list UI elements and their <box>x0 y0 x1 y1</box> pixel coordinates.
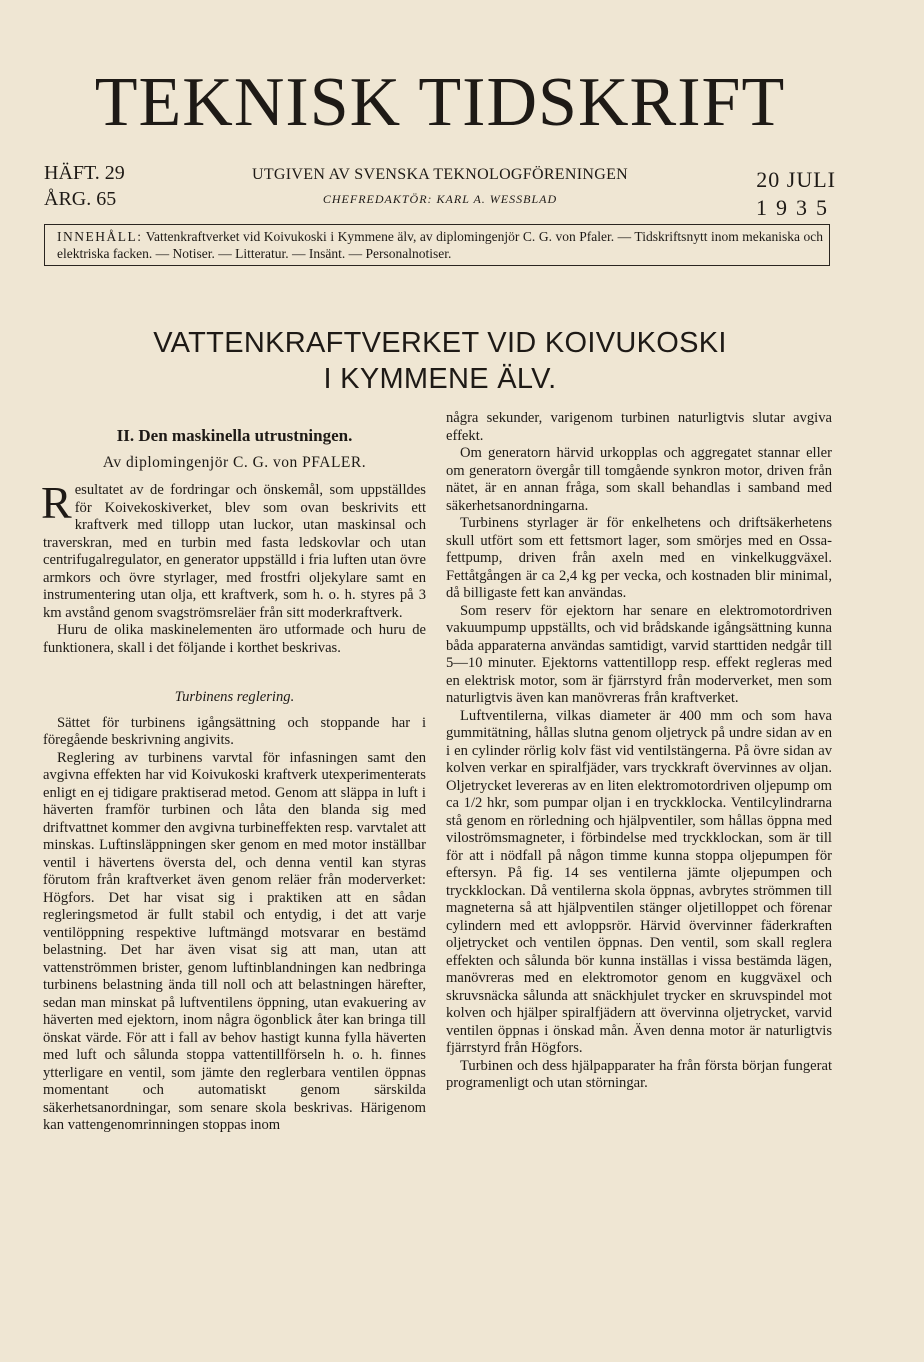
editor-line: CHEFREDAKTÖR: KARL A. WESSBLAD <box>322 192 558 206</box>
left-column <box>43 420 426 1135</box>
contents-text: Vattenkraftverket vid Koivukoski i Kymmene älv, av diplomingenjör C. G. von Pfaler. — Tidskriftsnytt inom mekaniska och elektriska facken. — Notiser. — Litteratur. — Insänt. — Personalnotiser. <box>57 229 823 261</box>
section-heading: Turbinens reglering. <box>174 689 295 705</box>
issue-day-month: 20 JULI <box>756 167 836 192</box>
issue-number: HÄFT. 29 <box>44 162 125 184</box>
contents-box <box>44 224 830 266</box>
article-title-line2: I KYMMENE ÄLV. <box>323 363 557 395</box>
masthead-title: TEKNISK TIDSKRIFT <box>94 64 786 141</box>
volume-number: ÅRG. 65 <box>44 188 117 210</box>
paragraph: Om generatorn härvid urkopplas och aggregatet stannar eller om generatorn övergår till tomgående synkron motor, driven från nätet, är en annan fråga, som skall behandlas i samband med säkerhetsanordningarna. <box>446 445 832 514</box>
right-column <box>446 410 832 1093</box>
issue-date <box>756 166 836 222</box>
article-author: Av diplomingenjör C. G. von PFALER. <box>102 454 367 471</box>
paragraph: Som reserv för ejektorn har senare en elektromotordriven vakuumpump uppställts, och vid brådskande igångsättning kunna båda apparaterna användas samtidigt, varvid starttiden nedgår till 5—10 minuter. Ejektorns vattentillopp resp. effekt regleras med en elektrisk motor, som är fjärrstyrd från moderverket, men som naturligtvis även kan manövreras från kraftverket. <box>446 602 832 706</box>
paragraph: några sekunder, varigenom turbinen naturligtvis slutar avgiva effekt. <box>446 410 832 444</box>
intro-paragraph <box>41 477 426 622</box>
publisher-line: UTGIVEN AV SVENSKA TEKNOLOGFÖRENINGEN <box>252 166 628 183</box>
article-title <box>40 325 840 397</box>
paragraph: Huru de olika maskinelementen äro utformade och huru de funktionera, skall i det följande i korthet beskrivas. <box>43 622 426 656</box>
drop-cap: R <box>41 477 72 528</box>
paragraph: Sättet för turbinens igångsättning och stoppande har i föregående beskrivning angivits. <box>43 714 426 748</box>
article-subtitle: II. Den maskinella utrustningen. <box>116 426 353 445</box>
paragraph: Reglering av turbinens varvtal för infasningen samt den avgivna effekten har vid Koivukoski kraftverk utexperimenterats enligt en ej tidigare praktiserad metod. Genom att släppa in luft i häverten framför turbinen och låta den blanda sig med driftvattnet kommer den avgivna turbineffekten resp. varvtalet att minskas. Luftinsläppningen sker genom en med motor inställbar ventil i hävertens översta del, och denna ventil kan styras förutom från kraftverket även genom reläer från moderverket: Högfors. Det har visat sig i praktiken att en sådan regleringsmetod är fullt stabil och entydig, i det att varje ventilöppning respektive luftmängd motsvarar en bestämd belastning. Det har även visat sig att man, utan att vattenströmmen brister, genom luftinblandningen kan nedbringa turbinens belastning ända till noll och att belastningen härefter, sedan man minskat på luftventilens öppning, utan evakuering av häverten med ejektorn, inom några ögonblick åter kan bringa till önskat värde. För att i fall av behov hastigt kunna fylla häverten med luft och sålunda stoppa vattentillförseln h. o. h. finnes ytterligare en ventil, som jämte den reglerbara ventilen öppnas momentant och automatiskt genom särskilda säkerhetsanordningar, som senare skola beskrivas. Härigenom kan vattengenomrinningen stoppas inom <box>43 749 426 1133</box>
paragraph: Turbinen och dess hjälpapparater ha från första början fungerat programenligt och utan störningar. <box>446 1057 832 1091</box>
intro-text: esultatet av de fordringar och önskemål, som uppställdes för Koivekoskiverket, blev som ovan beskrivits ett kraftverk med tillopp utan luckor, utan maskinsal och traverskran, med en turbin med fasta ledskovlar och utan centrifugalregulator, en generator uppställd i fria luften utan övre armkors och övre styrlager, med frostfri oljekylare samt en instrumentering utan olja, ett kraftverk, som h. o. h. styres på 3 km avstånd genom svagströmsreläer från sitt moderkraftverk. <box>43 482 426 621</box>
contents-label: INNEHÅLL: <box>57 229 143 244</box>
issue-year: 1935 <box>756 195 836 220</box>
paragraph: Turbinens styrlager är för enkelhetens och driftsäkerhetens skull utfört som ett fettsmort lager, som smörjes med en Ossa-fettpump, driven från axeln med en vinkelkuggväxel. Fettåtgången är ca 2,4 kg per vecka, och kostnaden blir minimal, då billigaste fett kan användas. <box>446 515 832 601</box>
article-title-line1: VATTENKRAFTVERKET VID KOIVUKOSKI <box>153 327 727 359</box>
paragraph: Luftventilerna, vilkas diameter är 400 mm och som hava gummitätning, hållas slutna genom oljetryck på undre sidan av en i en cylinder rörlig kolv fäst vid ventilstängerna. På övre sidan av kolven verkar en spiralfjäder, vars tryckkraft övervinnes av oljan. Oljetrycket levereras av en liten elektromotordriven oljepump om ca 1/2 hkr, som pumpar oljan i en tryckklocka. Ventilcylindrarna stå genom en rörledning och hjälpventiler, som hållas öppna med viloströmsmagneter, i förbindelse med tryckklockan, som är till för att i nödfall på någon timme kunna stoppa oljepumpen för eftersyn. På fig. 14 ses ventilerna jämte oljepumpen och tryckklockan. Då ventilerna skola öppnas, avbrytes strömmen till magneterna så att hjälpventilen stänger oljetilloppet och förenar cylindern med ett avloppsrör. Härvid övervinner fäderkraften oljetrycket och ventilen öppnas. Den ventil, som skall reglera effekten och sålunda bör kunna inställas i vissa bestämda lägen, manövreras med en elektromotor genom en kuggväxel och skruvsnäcka sålunda att snäckhjulet trycker en skruvspindel mot kolven och hjälper spiralfjädern att övervinna oljetrycket, varvid ventilen öppnas i önskad mån. Även denna motor är naturligtvis fjärrstyrd från Högfors. <box>446 707 832 1056</box>
